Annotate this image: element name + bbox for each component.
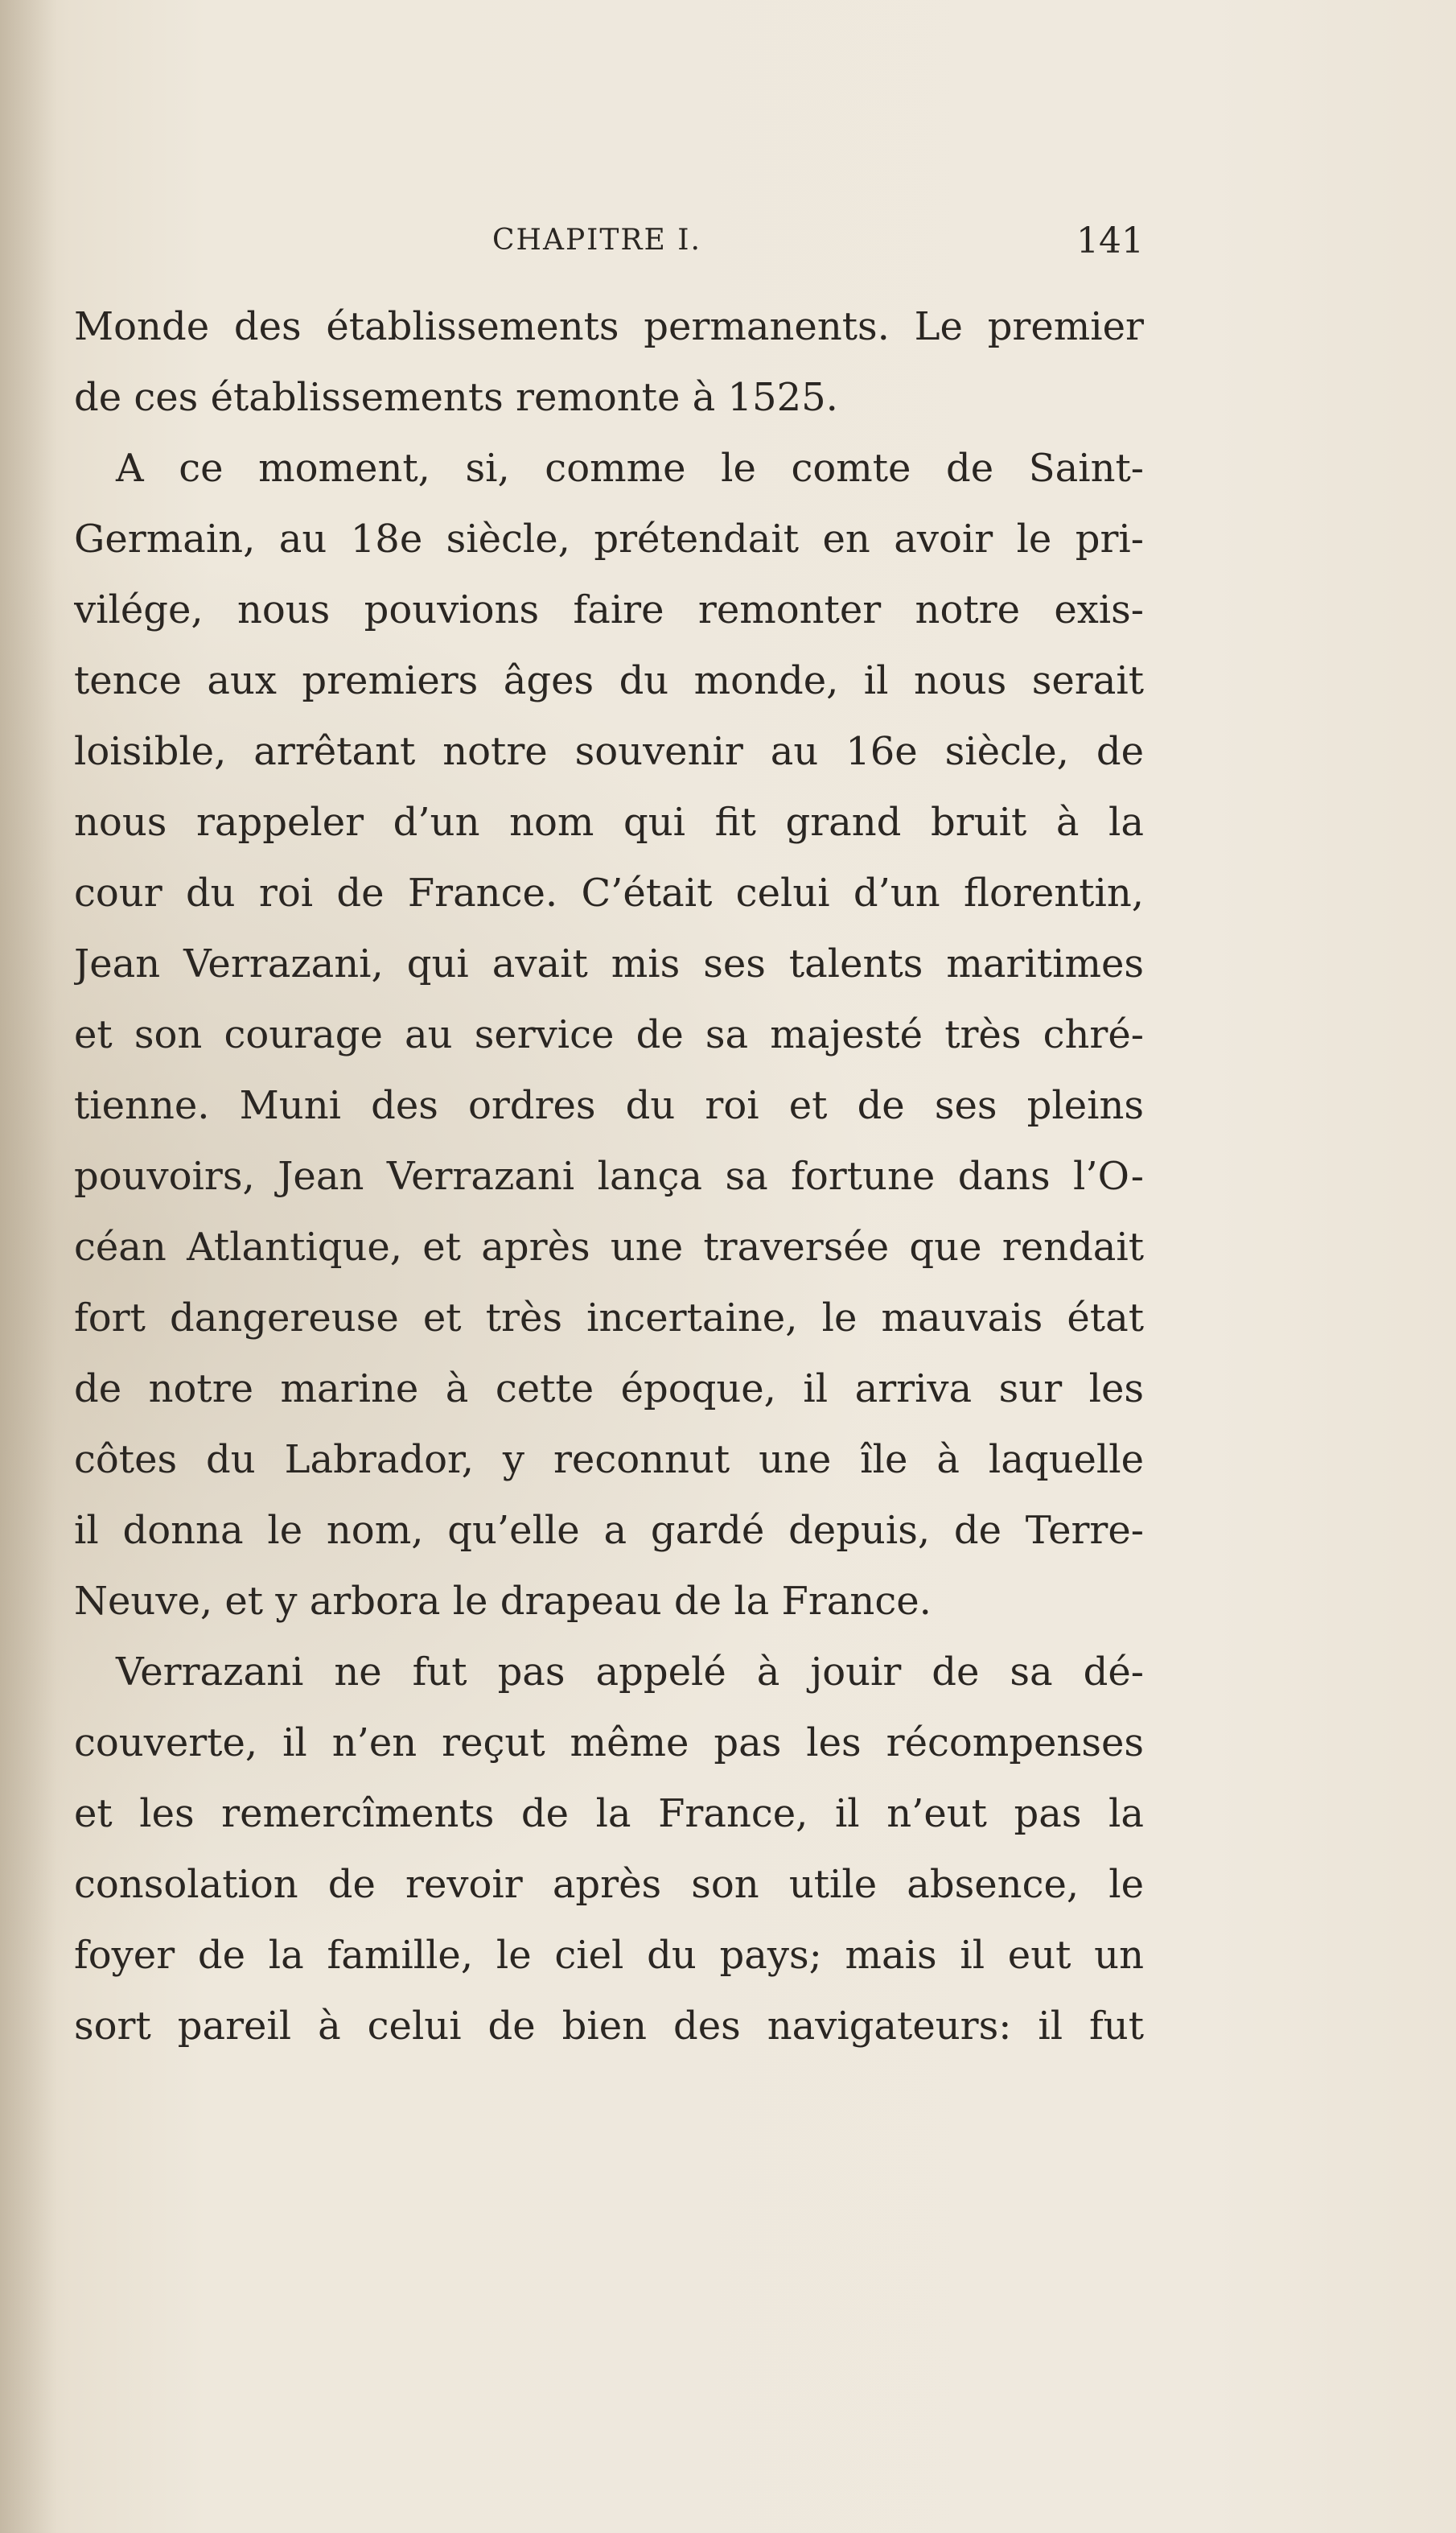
page-number: 141 bbox=[1076, 220, 1144, 262]
text-line: sort pareil à celui de bien des navigateurs: il fut bbox=[74, 2004, 1144, 2049]
text-line: couverte, il n’en reçut même pas les récompenses bbox=[74, 1720, 1144, 1765]
text-line: cour du roi de France. C’était celui d’un florentin, bbox=[74, 871, 1144, 916]
text-line: et les remercîments de la France, il n’eut pas la bbox=[74, 1791, 1144, 1836]
text-line: Jean Verrazani, qui avait mis ses talents maritimes bbox=[74, 941, 1144, 986]
text-line: A ce moment, si, comme le comte de Saint- bbox=[116, 446, 1144, 491]
text-line: Neuve, et y arbora le drapeau de la France. bbox=[74, 1579, 932, 1624]
text-line: il donna le nom, qu’elle a gardé depuis, de Terre- bbox=[74, 1508, 1144, 1553]
body-text bbox=[74, 301, 1144, 2071]
text-line: tence aux premiers âges du monde, il nous serait bbox=[74, 658, 1144, 703]
text-line: céan Atlantique, et après une traversée que rendait bbox=[74, 1225, 1144, 1270]
text-line: consolation de revoir après son utile absence, le bbox=[74, 1862, 1144, 1907]
running-head: CHAPITRE I. bbox=[492, 224, 701, 257]
text-line: loisible, arrêtant notre souvenir au 16e siècle, de bbox=[74, 729, 1144, 774]
text-line: nous rappeler d’un nom qui fit grand bruit à la bbox=[74, 800, 1144, 845]
text-line: tienne. Muni des ordres du roi et de ses pleins bbox=[74, 1083, 1144, 1128]
text-line: de notre marine à cette époque, il arriva sur les bbox=[74, 1366, 1144, 1411]
text-line: côtes du Labrador, y reconnut une île à laquelle bbox=[74, 1437, 1144, 1482]
text-line: et son courage au service de sa majesté très chré- bbox=[74, 1012, 1144, 1057]
text-line: Verrazani ne fut pas appelé à jouir de sa dé- bbox=[116, 1650, 1144, 1695]
binding-shadow bbox=[0, 0, 56, 2533]
text-line: Germain, au 18e siècle, prétendait en avoir le pri- bbox=[74, 517, 1144, 562]
text-line: foyer de la famille, le ciel du pays; mais il eut un bbox=[74, 1933, 1144, 1978]
text-line: fort dangereuse et très incertaine, le mauvais état bbox=[74, 1295, 1144, 1341]
text-line: vilége, nous pouvions faire remonter notre exis- bbox=[74, 587, 1144, 632]
text-line: Monde des établissements permanents. Le premier bbox=[74, 304, 1144, 349]
text-line: pouvoirs, Jean Verrazani lança sa fortune dans l’O- bbox=[74, 1154, 1144, 1199]
text-line: de ces établissements remonte à 1525. bbox=[74, 375, 838, 420]
page-header bbox=[74, 220, 1144, 272]
